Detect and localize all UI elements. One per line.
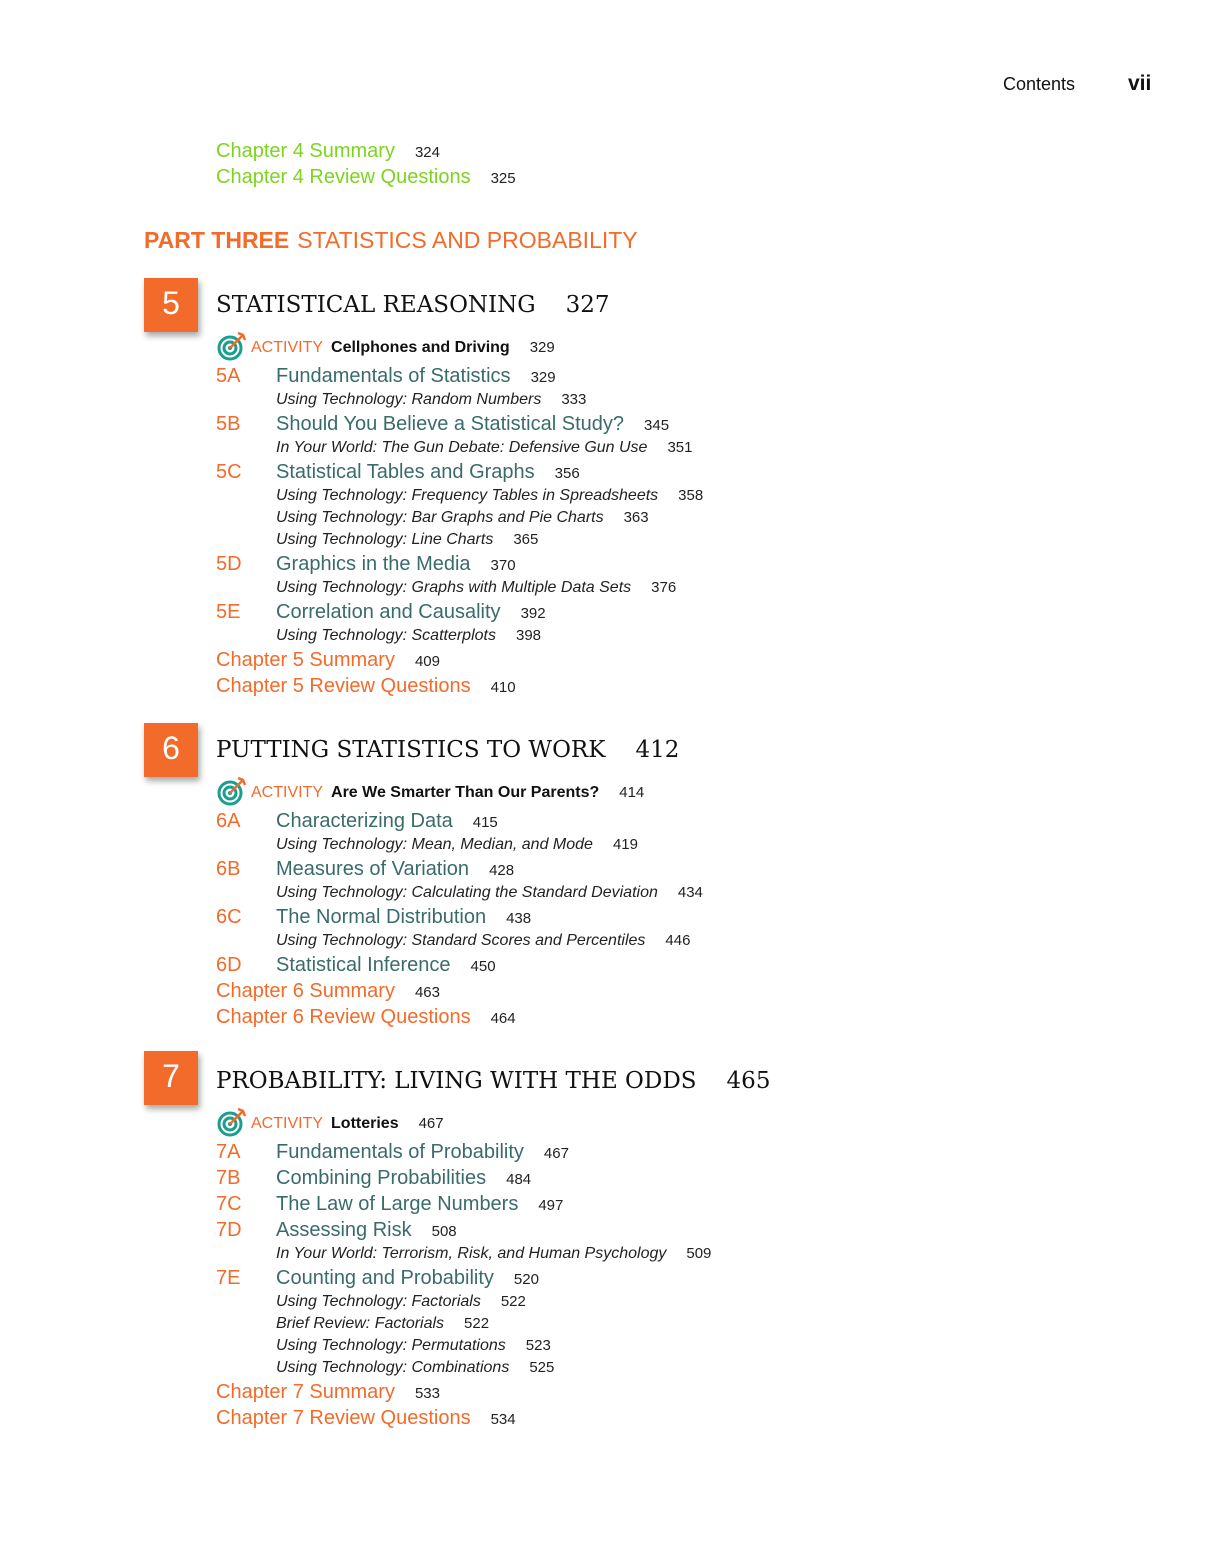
activity-label: ACTIVITY [251,339,324,356]
subsection-title: Using Technology: Bar Graphs and Pie Charts [276,509,604,526]
subsection-title: Using Technology: Factorials [276,1293,481,1310]
chapter-summary-title: Chapter 5 Summary [216,649,395,671]
subsection-page: 434 [677,884,703,901]
section-page: 497 [538,1197,564,1214]
subsection-title: Using Technology: Combinations [276,1359,510,1376]
section-title: Statistical Tables and Graphs [276,461,535,483]
section-code: 5E [216,601,241,623]
section-code: 6A [216,810,241,832]
section-page: 392 [520,605,546,622]
section-entry[interactable] [276,1267,539,1290]
subsection-title: Using Technology: Random Numbers [276,391,542,408]
section-title: Counting and Probability [276,1267,494,1289]
chapter-summary-link[interactable] [216,649,440,672]
subsection-page: 419 [612,836,638,853]
chapter-title: PUTTING STATISTICS TO WORK [216,737,606,763]
subsection-entry[interactable] [276,391,586,409]
subsection-entry[interactable] [276,1315,489,1333]
toc-link-chapter4-review[interactable] [216,166,516,189]
section-entry[interactable] [276,858,514,881]
subsection-page: 522 [500,1293,526,1310]
section-page: 345 [644,417,670,434]
section-code: 7D [216,1219,242,1241]
subsection-page: 525 [529,1359,555,1376]
section-page: 520 [513,1271,539,1288]
activity-title: Cellphones and Driving [331,339,510,356]
section-page: 438 [506,910,532,927]
activity-title: Lotteries [331,1115,399,1132]
section-title: Graphics in the Media [276,553,471,575]
subsection-entry[interactable] [276,932,690,950]
section-page: 484 [506,1171,532,1188]
running-header-label: Contents [1003,74,1076,94]
toc-page-number: 324 [414,144,440,161]
target-icon [216,331,248,366]
chapter-review-title: Chapter 5 Review Questions [216,675,471,697]
section-page: 428 [489,862,515,879]
section-title: Should You Believe a Statistical Study? [276,413,625,435]
activity-title: Are We Smarter Than Our Parents? [331,784,600,801]
section-entry[interactable] [276,553,516,576]
chapter-number-badge: 5 [144,278,198,332]
section-entry[interactable] [276,954,496,977]
section-code: 5A [216,365,241,387]
subsection-page: 523 [525,1337,551,1354]
subsection-entry[interactable] [276,439,692,457]
activity-entry[interactable] [251,339,555,357]
section-title: Characterizing Data [276,810,453,832]
section-entry[interactable] [276,1167,531,1190]
chapter-summary-title: Chapter 7 Summary [216,1381,395,1403]
activity-label: ACTIVITY [251,784,324,801]
section-code: 5B [216,413,241,435]
subsection-title: In Your World: The Gun Debate: Defensive Gun Use [276,439,648,456]
part-title: STATISTICS AND PROBABILITY [297,227,638,253]
section-code: 5C [216,461,242,483]
section-entry[interactable] [276,413,669,436]
activity-page: 467 [418,1115,444,1132]
subsection-entry[interactable] [276,509,649,527]
chapter-summary-title: Chapter 6 Summary [216,980,395,1002]
toc-link-chapter4-summary[interactable] [216,140,440,163]
part-heading [144,227,638,254]
section-title: Fundamentals of Probability [276,1141,524,1163]
subsection-title: Brief Review: Factorials [276,1315,445,1332]
toc-link-title: Chapter 4 Review Questions [216,166,471,188]
target-icon [216,776,248,811]
chapter-review-link[interactable] [216,1006,516,1029]
section-title: The Normal Distribution [276,906,487,928]
section-entry[interactable] [276,810,498,833]
subsection-title: Using Technology: Standard Scores and Percentiles [276,932,646,949]
part-label: PART THREE [144,227,290,253]
section-code: 7B [216,1167,241,1189]
section-title: Combining Probabilities [276,1167,487,1189]
section-code: 5D [216,553,242,575]
subsection-entry[interactable] [276,1245,711,1263]
section-page: 450 [470,958,496,975]
subsection-page: 333 [561,391,587,408]
subsection-title: Using Technology: Frequency Tables in Spreadsheets [276,487,659,504]
subsection-title: Using Technology: Mean, Median, and Mode [276,836,593,853]
section-title: Assessing Risk [276,1219,412,1241]
section-page: 467 [543,1145,569,1162]
chapter-review-link[interactable] [216,675,516,698]
chapter-page: 327 [565,292,610,318]
chapter-page: 465 [726,1068,771,1094]
section-code: 7C [216,1193,242,1215]
chapter-number-badge: 7 [144,1051,198,1105]
subsection-title: Using Technology: Graphs with Multiple Data Sets [276,579,632,596]
chapter-summary-page: 409 [414,653,440,670]
subsection-page: 351 [667,439,693,456]
subsection-entry[interactable] [276,1359,554,1377]
section-code: 6C [216,906,242,928]
chapter-heading[interactable] [216,1068,770,1094]
chapter-summary-link[interactable] [216,980,440,1003]
activity-entry[interactable] [251,784,644,802]
section-title: The Law of Large Numbers [276,1193,519,1215]
section-page: 356 [554,465,580,482]
chapter-number-badge: 6 [144,723,198,777]
section-code: 7E [216,1267,241,1289]
chapter-review-link[interactable] [216,1407,516,1430]
activity-label: ACTIVITY [251,1115,324,1132]
chapter-title: STATISTICAL REASONING [216,292,536,318]
chapter-summary-link[interactable] [216,1381,440,1404]
section-page: 370 [490,557,516,574]
subsection-title: Using Technology: Calculating the Standard Deviation [276,884,658,901]
chapter-review-title: Chapter 7 Review Questions [216,1407,471,1429]
section-page: 329 [530,369,556,386]
section-title: Measures of Variation [276,858,470,880]
subsection-title: Using Technology: Scatterplots [276,627,496,644]
section-entry[interactable] [276,461,580,484]
subsection-page: 376 [651,579,677,596]
subsection-page: 358 [678,487,704,504]
chapter-heading[interactable] [216,737,679,763]
section-title: Statistical Inference [276,954,451,976]
target-icon [216,1107,248,1142]
toc-page-number: 325 [490,170,516,187]
section-title: Correlation and Causality [276,601,501,623]
activity-entry[interactable] [251,1115,444,1133]
chapter-review-title: Chapter 6 Review Questions [216,1006,471,1028]
subsection-title: Using Technology: Line Charts [276,531,494,548]
chapter-summary-page: 463 [414,984,440,1001]
section-code: 7A [216,1141,241,1163]
subsection-title: Using Technology: Permutations [276,1337,506,1354]
subsection-title: In Your World: Terrorism, Risk, and Human Psychology [276,1245,667,1262]
subsection-page: 509 [686,1245,712,1262]
chapter-summary-page: 533 [414,1385,440,1402]
chapter-review-page: 534 [490,1411,516,1428]
section-entry[interactable] [276,601,546,624]
subsection-page: 398 [515,627,542,644]
chapter-heading[interactable] [216,292,610,318]
subsection-page: 446 [665,932,691,949]
section-entry[interactable] [276,365,556,388]
activity-page: 414 [619,784,645,801]
subsection-entry[interactable] [276,487,703,505]
section-code: 6D [216,954,242,976]
subsection-page: 363 [623,509,649,526]
section-entry[interactable] [276,906,531,929]
chapter-review-page: 464 [490,1010,516,1027]
section-entry[interactable] [276,1141,569,1164]
activity-page: 329 [529,339,555,356]
chapter-review-page: 410 [490,679,516,696]
chapter-page: 412 [635,737,680,763]
toc-link-title: Chapter 4 Summary [216,140,395,162]
section-entry[interactable] [276,1219,457,1242]
section-title: Fundamentals of Statistics [276,365,511,387]
subsection-page: 365 [513,531,539,548]
subsection-entry[interactable] [276,884,703,902]
section-page: 415 [472,814,498,831]
subsection-entry[interactable] [276,627,541,645]
page-folio: vii [1128,72,1152,95]
chapter-title: PROBABILITY: LIVING WITH THE ODDS [216,1068,697,1094]
section-page: 508 [431,1223,457,1240]
section-code: 6B [216,858,241,880]
section-entry[interactable] [276,1193,563,1216]
subsection-entry[interactable] [276,1337,551,1355]
subsection-entry[interactable] [276,836,638,854]
subsection-page: 522 [464,1315,490,1332]
subsection-entry[interactable] [276,1293,526,1311]
subsection-entry[interactable] [276,579,676,597]
subsection-entry[interactable] [276,531,538,549]
